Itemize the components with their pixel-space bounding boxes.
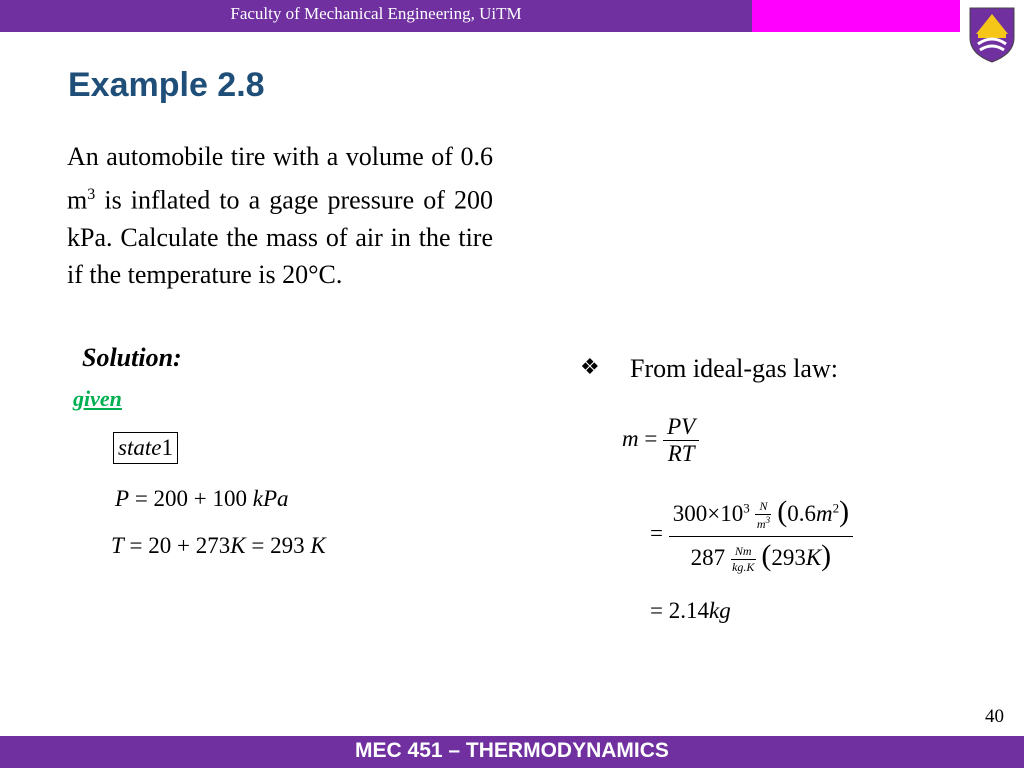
- ideal-gas-label: From ideal-gas law:: [630, 354, 838, 383]
- course-footer: MEC 451 – THERMODYNAMICS: [355, 739, 669, 762]
- given-label: given: [73, 386, 122, 411]
- state-box: state1: [113, 432, 178, 464]
- solution-label: Solution:: [82, 343, 182, 372]
- substitution-step: = $300\times 10^3$ $\frac{N}{m^3}$ $(0.6m^2)$ 287 $\frac{Nm}{kg.K}$ (293K): [650, 495, 853, 575]
- bullet-icon: ❖: [580, 354, 600, 379]
- faculty-header: Faculty of Mechanical Engineering, UiTM: [230, 4, 522, 23]
- uitm-logo-icon: [966, 4, 1018, 64]
- temperature-equation: T = 20 + 273K = 293 K: [111, 533, 326, 558]
- page-number: 40: [985, 706, 1004, 727]
- top-banner-accent: [752, 0, 960, 32]
- slide-title: Example 2.8: [68, 66, 265, 104]
- pressure-equation: P = 200 + 100 kPa: [115, 486, 289, 511]
- result-equation: = 2.14kg: [650, 598, 731, 623]
- ideal-gas-formula: m = $\frac{PV}{RT}$: [622, 414, 699, 467]
- problem-statement: An automobile tire with a volume of 0.6 $m^3$ is inflated to a gage pressure of 200 kPa. Calculate the mass of air in the tire if the temperature is 20°C.: [67, 142, 493, 290]
